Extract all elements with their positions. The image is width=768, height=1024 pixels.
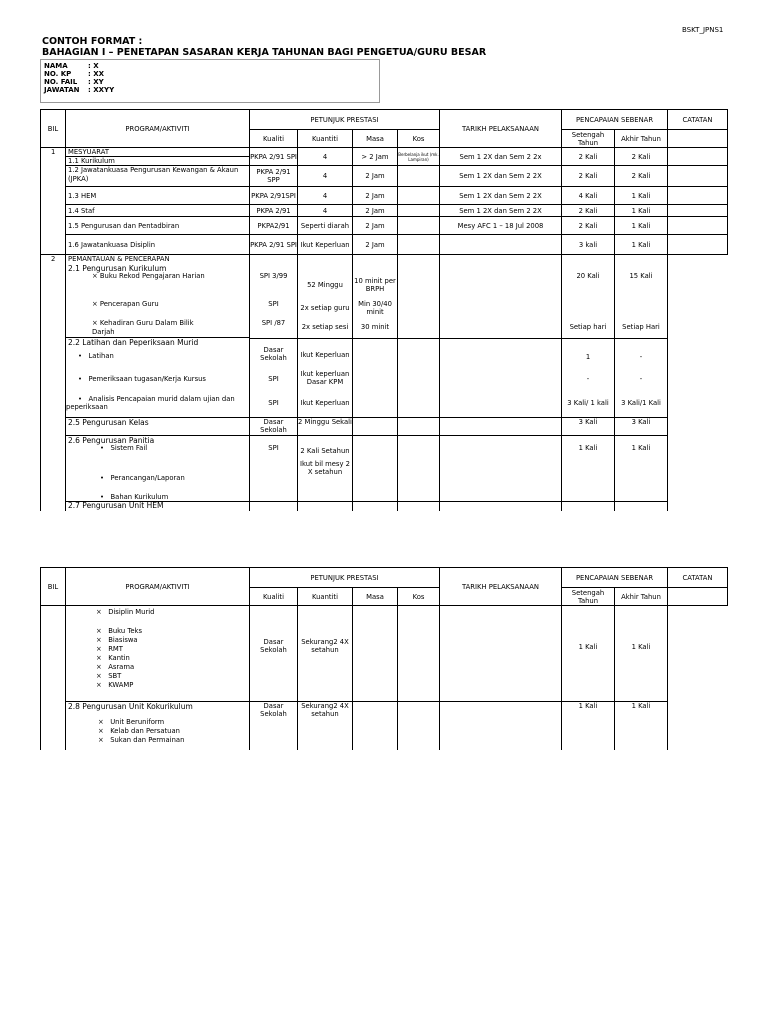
header-kos: Kos <box>398 588 440 606</box>
tarikh-cell: Sem 1 2X dan Sem 2 2X <box>440 205 562 217</box>
setengah-value: Setiap hari <box>569 323 607 331</box>
kos-cell <box>398 217 440 235</box>
setengah-value: 1 <box>585 353 591 361</box>
catatan-cell <box>668 217 728 235</box>
bil-cell <box>41 606 66 702</box>
catatan-cell <box>668 148 728 166</box>
kos-cell <box>398 205 440 217</box>
setengah-cell: 3 Kali <box>562 418 615 436</box>
cross-bullet-icon: × <box>92 319 98 327</box>
info-row-nama <box>44 62 99 70</box>
catatan-cell <box>668 702 728 750</box>
cross-bullet-icon: × <box>96 645 102 653</box>
list-item <box>100 493 168 501</box>
cross-bullet-icon: × <box>98 718 104 726</box>
bil-cell <box>41 436 66 511</box>
kuantiti-cell: Ikut Keperluan <box>298 235 353 255</box>
bil-cell <box>41 702 66 750</box>
akhir-cell: 2 Kali <box>615 148 668 166</box>
row-divider <box>298 501 352 502</box>
header-setengah: Setengah Tahun <box>562 130 615 148</box>
program-label: KWAMP <box>108 681 134 689</box>
program-label: Unit Beruniform <box>110 718 165 726</box>
akhir-value: 3 Kali/1 Kali <box>621 399 661 407</box>
list-item <box>96 663 134 671</box>
kos-cell <box>398 418 440 436</box>
subsection-title: 2.1 Pengurusan Kurikulum <box>68 264 167 273</box>
kuantiti-value: 52 Minggu <box>307 281 343 289</box>
header-catatan: CATATAN <box>668 110 728 130</box>
list-item <box>66 395 248 411</box>
dot-bullet-icon: • <box>78 375 83 383</box>
header-petunjuk: PETUNJUK PRESTASI <box>250 568 440 588</box>
section-bil-cell <box>41 148 66 187</box>
program-cell: 1.6 Jawatankuasa Disiplin <box>66 235 250 255</box>
header-program: PROGRAM/AKTIVITI <box>66 568 250 606</box>
program-label: Buku Teks <box>108 627 143 635</box>
header-kualiti: Kualiti <box>250 130 298 148</box>
header-catatan: CATATAN <box>668 568 728 588</box>
header-petunjuk: PETUNJUK PRESTASI <box>250 110 440 130</box>
program-label: Analisis Pencapaian murid dalam ujian dan peperiksaan <box>66 395 235 411</box>
list-item <box>78 375 206 383</box>
bil-cell <box>41 187 66 205</box>
masa-cell <box>353 436 398 511</box>
cross-bullet-icon: × <box>92 272 98 280</box>
program-label: Kelab dan Persatuan <box>110 727 180 735</box>
list-item <box>96 672 121 680</box>
kualiti-cell <box>250 606 298 702</box>
list-item <box>96 627 142 635</box>
akhir-cell <box>615 255 668 418</box>
header-tarikh: TARIKH PELAKSANAAN <box>440 568 562 606</box>
header-akhir: Akhir Tahun <box>615 588 668 606</box>
kuantiti-value: Sekurang2 4X setahun <box>301 638 349 654</box>
row-divider <box>353 501 397 502</box>
header-catatan-empty <box>668 130 728 148</box>
kos-cell <box>398 702 440 750</box>
tarikh-cell: Sem 1 2X dan Sem 2 2X <box>440 187 562 205</box>
program-label: Perancangan/Laporan <box>110 474 185 482</box>
list-item <box>96 636 138 644</box>
kos-cell <box>398 187 440 205</box>
kuantiti-cell: 2 Minggu Sekali <box>298 418 353 436</box>
info-label: JAWATAN <box>44 86 80 94</box>
kuantiti-cell: 4 <box>298 187 353 205</box>
kuantiti-cell <box>298 606 353 702</box>
tarikh-cell <box>440 235 562 255</box>
target-table-1 <box>40 109 728 511</box>
kualiti-cell: PKPA 2/91 SPP <box>250 166 298 187</box>
row-divider <box>353 338 397 339</box>
list-item <box>78 352 114 360</box>
setengah-cell: 1 Kali <box>562 702 615 750</box>
kuantiti-cell <box>298 436 353 511</box>
cross-bullet-icon: × <box>96 663 102 671</box>
kualiti-cell: Dasar Sekolah <box>250 702 298 750</box>
subsection-title: 2.7 Pengurusan Unit HEM <box>68 501 164 510</box>
table-row <box>41 702 728 750</box>
catatan-cell <box>668 606 728 702</box>
setengah-cell: 2 Kali <box>562 205 615 217</box>
kuantiti-value: 2x setiap sesi <box>301 323 349 331</box>
setengah-value: - <box>586 375 590 383</box>
dot-bullet-icon: • <box>100 493 105 501</box>
kualiti-cell: PKPA 2/91 SPI <box>250 235 298 255</box>
cross-bullet-icon: × <box>96 672 102 680</box>
bil-cell <box>41 205 66 217</box>
program-label: Asrama <box>108 663 135 671</box>
header-masa: Masa <box>353 588 398 606</box>
section-1-title-row <box>41 148 728 157</box>
kuantiti-value: Ikut Keperluan <box>300 399 350 407</box>
masa-cell: 2 Jam <box>353 205 398 217</box>
program-cell: 1.1 Kurikulum <box>66 157 250 166</box>
kualiti-cell <box>250 436 298 511</box>
akhir-cell: 2 Kali <box>615 166 668 187</box>
program-cell <box>66 436 250 511</box>
setengah-cell: 3 kali <box>562 235 615 255</box>
kuantiti-cell: Seperti diarah <box>298 217 353 235</box>
row-divider <box>615 501 667 502</box>
cross-bullet-icon: × <box>96 636 102 644</box>
akhir-value: Setiap Hari <box>622 323 660 331</box>
program-cell: 1.4 Staf <box>66 205 250 217</box>
akhir-cell: 1 Kali <box>615 205 668 217</box>
kuantiti-cell <box>298 255 353 418</box>
kualiti-value: Dasar Sekolah <box>260 638 287 654</box>
masa-value: 10 minit per BRPH <box>354 277 396 293</box>
tarikh-cell: Sem 1 2X dan Sem 2 2x <box>440 148 562 166</box>
setengah-cell <box>562 436 615 511</box>
kos-cell <box>398 255 440 418</box>
header-program: PROGRAM/AKTIVITI <box>66 110 250 148</box>
setengah-cell <box>562 255 615 418</box>
header-setengah: Setengah Tahun <box>562 588 615 606</box>
masa-cell: 2 Jam <box>353 217 398 235</box>
cross-bullet-icon: × <box>92 300 98 308</box>
cross-bullet-icon: × <box>96 627 102 635</box>
catatan-cell <box>668 205 728 217</box>
program-cell <box>66 702 250 750</box>
setengah-value: 1 Kali <box>578 643 598 651</box>
header-akhir: Akhir Tahun <box>615 130 668 148</box>
cross-bullet-icon: × <box>96 654 102 662</box>
setengah-cell: 2 Kali <box>562 217 615 235</box>
masa-cell <box>353 255 398 418</box>
row-divider <box>398 501 439 502</box>
header-masa: Masa <box>353 130 398 148</box>
list-item <box>98 718 164 726</box>
list-item <box>100 444 147 452</box>
program-cell <box>66 606 250 702</box>
row-divider <box>440 501 561 502</box>
kualiti-value: Dasar Sekolah <box>260 346 287 362</box>
program-cell <box>66 255 250 418</box>
row-divider <box>398 338 439 339</box>
kuantiti-value: Ikut bil mesy 2 X setahun <box>300 460 350 476</box>
kualiti-cell <box>250 255 298 418</box>
kos-cell <box>398 235 440 255</box>
list-item <box>96 681 133 689</box>
info-label: NO. KP <box>44 70 72 78</box>
kualiti-value: SPI 3/99 <box>259 272 288 280</box>
catatan-cell <box>668 166 728 187</box>
tarikh-cell: Mesy AFC 1 – 18 Jul 2008 <box>440 217 562 235</box>
program-label: Biasiswa <box>108 636 138 644</box>
akhir-cell <box>615 606 668 702</box>
masa-cell: 2 Jam <box>353 235 398 255</box>
table-row <box>41 418 728 436</box>
setengah-cell: 2 Kali <box>562 166 615 187</box>
section-title: MESYUARAT <box>66 148 250 157</box>
program-label: Kantin <box>108 654 130 662</box>
row-divider <box>250 338 297 339</box>
header-kualiti: Kualiti <box>250 588 298 606</box>
kualiti-cell: PKPA 2/91 SPI <box>250 148 298 166</box>
info-value: : X <box>88 62 99 70</box>
list-item <box>96 654 130 662</box>
info-box <box>40 59 380 103</box>
header-pencapaian: PENCAPAIAN SEBENAR <box>562 568 668 588</box>
kos-cell <box>398 166 440 187</box>
program-label: Pemeriksaan tugasan/Kerja Kursus <box>88 375 206 383</box>
kos-cell <box>398 436 440 511</box>
cross-bullet-icon: × <box>96 608 102 616</box>
row-divider <box>298 338 352 339</box>
akhir-cell: 1 Kali <box>615 235 668 255</box>
program-label: Sistem Fail <box>110 444 148 452</box>
cross-bullet-icon: × <box>98 727 104 735</box>
list-item <box>92 319 212 337</box>
setengah-cell: 2 Kali <box>562 148 615 166</box>
tarikh-cell <box>440 436 562 511</box>
kuantiti-cell: 4 <box>298 166 353 187</box>
row-divider <box>615 338 667 339</box>
section-bil: 1 <box>51 148 56 156</box>
tarikh-cell <box>440 606 562 702</box>
table-row <box>41 217 728 235</box>
program-label: RMT <box>108 645 123 653</box>
masa-cell <box>353 702 398 750</box>
document-title: CONTOH FORMAT : <box>42 36 143 47</box>
section-bil: 2 <box>51 255 56 263</box>
akhir-value: 1 Kali <box>631 444 651 452</box>
masa-cell: 2 Jam <box>353 166 398 187</box>
document-code: BSKT_JPNS1 <box>682 26 724 34</box>
akhir-value: - <box>639 375 643 383</box>
kuantiti-value: 2 Kali Setahun <box>300 447 350 455</box>
kualiti-value: SPI <box>268 444 279 452</box>
akhir-cell: 1 Kali <box>615 702 668 750</box>
kuantiti-value: Ikut Keperluan <box>300 351 350 359</box>
table-row <box>41 187 728 205</box>
row-divider <box>562 338 614 339</box>
header-bil: BIL <box>41 568 66 606</box>
setengah-cell: 4 Kali <box>562 187 615 205</box>
kualiti-cell: PKPA2/91 <box>250 217 298 235</box>
subsection-title: 2.6 Pengurusan Panitia <box>68 436 155 445</box>
kualiti-cell: PKPA 2/91SPI <box>250 187 298 205</box>
program-label: SBT <box>108 672 122 680</box>
table-row <box>41 436 728 511</box>
akhir-cell: 1 Kali <box>615 187 668 205</box>
info-value: : XY <box>88 78 104 86</box>
setengah-value: 1 Kali <box>578 444 598 452</box>
program-label: Kehadiran Guru Dalam Bilik Darjah <box>92 319 194 336</box>
akhir-value: 15 Kali <box>629 272 653 280</box>
list-item <box>100 474 185 482</box>
table-row <box>41 606 728 702</box>
list-item <box>96 645 123 653</box>
akhir-cell <box>615 436 668 511</box>
info-value: : XXYY <box>88 86 115 94</box>
catatan-cell <box>668 187 728 205</box>
kos-cell <box>398 606 440 702</box>
info-row-no-fail <box>44 78 104 86</box>
masa-value: Min 30/40 minit <box>358 300 392 316</box>
program-label: Buku Rekod Pengajaran Harian <box>99 272 205 280</box>
header-pencapaian: PENCAPAIAN SEBENAR <box>562 110 668 130</box>
program-cell: 1.5 Pengurusan dan Pentadbiran <box>66 217 250 235</box>
header-kuantiti: Kuantiti <box>298 130 353 148</box>
kos-cell: Berbelanja ikut (mk. Lampiran) <box>398 148 440 166</box>
header-catatan-empty <box>668 588 728 606</box>
setengah-value: 3 Kali/ 1 kali <box>567 399 609 407</box>
kualiti-cell: Dasar Sekolah <box>250 418 298 436</box>
list-item <box>92 272 205 280</box>
setengah-cell <box>562 606 615 702</box>
info-label: NO. FAIL <box>44 78 78 86</box>
akhir-value: - <box>639 353 643 361</box>
list-item <box>98 736 184 744</box>
header-bil: BIL <box>41 110 66 148</box>
masa-value: 30 minit <box>360 323 390 331</box>
setengah-value: 20 Kali <box>576 272 600 280</box>
masa-cell: 2 Jam <box>353 187 398 205</box>
info-row-no-kp <box>44 70 104 78</box>
header-row <box>41 110 728 130</box>
program-cell: 2.5 Pengurusan Kelas <box>66 418 250 436</box>
catatan-cell <box>668 255 728 418</box>
table-row <box>41 205 728 217</box>
catatan-cell <box>668 418 728 436</box>
row-divider <box>562 501 614 502</box>
list-item <box>98 727 180 735</box>
kualiti-value: SPI <box>268 375 279 383</box>
tarikh-cell <box>440 255 562 418</box>
dot-bullet-icon: • <box>78 395 83 403</box>
section-bil-cell <box>41 255 66 418</box>
akhir-value: 1 Kali <box>631 643 651 651</box>
dot-bullet-icon: • <box>100 474 105 482</box>
info-label: NAMA <box>44 62 68 70</box>
subsection-title: 2.8 Pengurusan Unit Kokurikulum <box>68 702 193 711</box>
akhir-cell: 3 Kali <box>615 418 668 436</box>
kuantiti-cell: 4 <box>298 148 353 166</box>
kualiti-value: SPI <box>268 300 279 308</box>
kuantiti-value: Ikut keperluan Dasar KPM <box>300 370 350 386</box>
section-2-block <box>41 255 728 418</box>
bil-cell <box>41 235 66 255</box>
header-kos: Kos <box>398 130 440 148</box>
tarikh-cell <box>440 418 562 436</box>
info-value: : XX <box>88 70 105 78</box>
table-row <box>41 235 728 255</box>
list-item <box>92 300 159 308</box>
row-divider <box>250 501 297 502</box>
kualiti-value: SPI <box>268 399 279 407</box>
tarikh-cell: Sem 1 2X dan Sem 2 2X <box>440 166 562 187</box>
kualiti-cell: PKPA 2/91 <box>250 205 298 217</box>
document-subtitle: BAHAGIAN I – PENETAPAN SASARAN KERJA TAHUNAN BAGI PENGETUA/GURU BESAR <box>42 47 487 58</box>
program-label: Latihan <box>88 352 114 360</box>
header-kuantiti: Kuantiti <box>298 588 353 606</box>
program-label: Pencerapan Guru <box>99 300 159 308</box>
program-cell: 1.2 Jawatankuasa Pengurusan Kewangan & Akaun (JPKA) <box>66 166 250 187</box>
dot-bullet-icon: • <box>78 352 83 360</box>
program-cell: 1.3 HEM <box>66 187 250 205</box>
section-title: PEMANTAUAN & PENCERAPAN <box>68 255 170 263</box>
row-divider <box>440 338 561 339</box>
catatan-cell <box>668 436 728 511</box>
program-label: Disiplin Murid <box>108 608 155 616</box>
header-row <box>41 568 728 588</box>
subsection-title: 2.2 Latihan dan Peperiksaan Murid <box>68 338 199 347</box>
catatan-cell <box>668 235 728 255</box>
header-tarikh: TARIKH PELAKSANAAN <box>440 110 562 148</box>
masa-cell: > 2 Jam <box>353 148 398 166</box>
kualiti-value: SPI /87 <box>261 319 286 327</box>
cross-bullet-icon: × <box>96 681 102 689</box>
bil-cell <box>41 418 66 436</box>
kuantiti-cell: Sekurang2 4X setahun <box>298 702 353 750</box>
bil-cell <box>41 217 66 235</box>
kuantiti-cell: 4 <box>298 205 353 217</box>
tarikh-cell <box>440 702 562 750</box>
masa-cell <box>353 606 398 702</box>
list-item <box>96 608 154 616</box>
table-row <box>41 166 728 187</box>
program-label: Bahan Kurikulum <box>110 493 169 501</box>
kuantiti-value: 2x setiap guru <box>300 304 350 312</box>
akhir-cell: 1 Kali <box>615 217 668 235</box>
target-table-2 <box>40 567 728 750</box>
info-row-jawatan <box>44 86 114 94</box>
masa-cell <box>353 418 398 436</box>
program-label: Sukan dan Permainan <box>110 736 185 744</box>
dot-bullet-icon: • <box>100 444 105 452</box>
cross-bullet-icon: × <box>98 736 104 744</box>
